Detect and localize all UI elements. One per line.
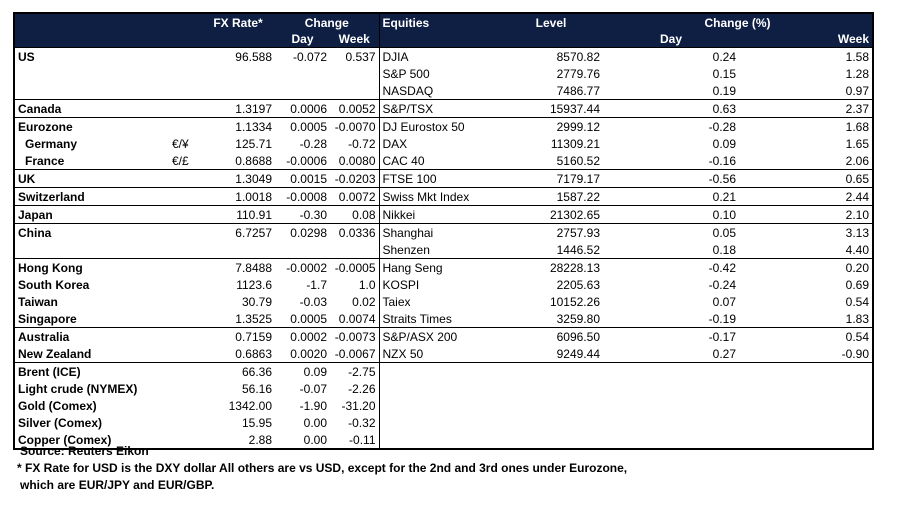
header-row-2	[14, 31, 873, 48]
fx-rate-value	[201, 65, 275, 82]
equity-level: 15937.44	[499, 100, 603, 118]
commodity-day-change: 0.09	[275, 363, 330, 381]
fx-rate-value: 6.7257	[201, 224, 275, 242]
equity-week-change: 3.13	[739, 224, 873, 242]
fx-week-change: -0.0073	[330, 328, 379, 346]
table-row	[14, 310, 873, 328]
equity-week-change: 1.68	[739, 118, 873, 136]
table-row	[14, 328, 873, 346]
country-label	[14, 65, 169, 82]
commodity-name: Light crude (NYMEX)	[18, 381, 138, 396]
fx-week-change: -0.0203	[330, 170, 379, 188]
equity-index-name: S&P/TSX	[379, 100, 499, 118]
equity-day-change: -0.28	[603, 118, 739, 136]
table-row	[14, 345, 873, 363]
equity-week-change: 0.97	[845, 83, 869, 98]
currency-pair-label	[169, 118, 201, 136]
equity-index-name: Taiex	[379, 293, 499, 310]
fx-day-change: 0.0298	[275, 224, 330, 242]
country-label: Hong Kong	[14, 259, 169, 277]
equity-week-change: 1.28	[845, 66, 869, 81]
fx-day-change: -0.0002	[275, 259, 330, 277]
fx-week-change	[330, 82, 379, 100]
table-row	[14, 82, 873, 100]
table-row	[14, 135, 873, 152]
commodity-row	[14, 414, 873, 431]
equity-level: 11309.21	[550, 136, 600, 151]
fx-week-change	[330, 241, 379, 259]
equity-level: 1446.52	[556, 242, 600, 257]
equity-day-change: 0.05	[603, 224, 739, 242]
fx-rate-value: 0.7159	[201, 328, 275, 346]
commodity-week-change: -0.32	[348, 415, 376, 430]
equity-index-name: S&P 500	[379, 65, 499, 82]
equity-week-change: 1.58	[739, 48, 873, 66]
country-label: Eurozone	[14, 118, 169, 136]
change-header: Change	[275, 13, 379, 31]
currency-pair-label: €/£	[172, 153, 189, 168]
equity-week-change: 0.54	[739, 328, 873, 346]
equity-week-change: 0.54	[845, 294, 869, 309]
equity-index-name: NZX 50	[379, 345, 499, 363]
commodity-week-change: -2.75	[330, 363, 379, 381]
table-row	[14, 118, 873, 136]
commodity-price: 56.16	[241, 381, 272, 396]
fx-day-change: -1.7	[306, 277, 327, 292]
equity-week-change: 2.44	[739, 188, 873, 206]
fx-rate-value: 1123.6	[236, 277, 272, 292]
fx-day-change: -0.28	[299, 136, 327, 151]
equity-week-change: 4.40	[845, 242, 869, 257]
currency-pair-label	[169, 206, 201, 224]
commodity-name: Gold (Comex)	[18, 398, 97, 413]
table-row	[14, 293, 873, 310]
fx-rate-value	[201, 241, 275, 259]
equity-level: 2205.63	[556, 277, 600, 292]
country-label	[14, 241, 169, 259]
commodity-week-change: -2.26	[348, 381, 376, 396]
equity-day-change: -0.17	[603, 328, 739, 346]
equity-week-change: 2.10	[739, 206, 873, 224]
equity-week-change: 2.37	[739, 100, 873, 118]
country-label	[14, 82, 169, 100]
fx-rate-value: 0.8688	[235, 153, 272, 168]
table-row	[14, 241, 873, 259]
currency-pair-label	[169, 170, 201, 188]
equity-day-change: -0.19	[708, 311, 736, 326]
fx-day-change	[275, 241, 330, 259]
commodity-name: Copper (Comex)	[18, 432, 112, 447]
fx-week-change: 0.08	[330, 206, 379, 224]
country-label: France	[25, 153, 65, 168]
fx-day-change	[275, 65, 330, 82]
commodity-day-change: -0.07	[299, 381, 327, 396]
equity-level: 28228.13	[499, 259, 603, 277]
equity-week-change: 1.65	[845, 136, 869, 151]
currency-pair-label	[169, 82, 201, 100]
fx-week-change: 0.0052	[330, 100, 379, 118]
equity-week-change: -0.90	[841, 346, 869, 361]
equity-day-change: 0.09	[712, 136, 736, 151]
footnote-line-2: which are EUR/JPY and EUR/GBP.	[20, 478, 215, 492]
equity-index-name: DJ Eurostox 50	[379, 118, 499, 136]
equity-level: 8570.82	[499, 48, 603, 66]
fx-day-change: -0.30	[275, 206, 330, 224]
equity-index-name: Nikkei	[379, 206, 499, 224]
equity-level: 21302.65	[499, 206, 603, 224]
equity-week-change: 0.20	[739, 259, 873, 277]
equity-index-name: Swiss Mkt Index	[379, 188, 499, 206]
fx-week-change: -0.0070	[330, 118, 379, 136]
fx-week-change: 1.0	[358, 277, 376, 292]
fx-rate-header: FX Rate*	[201, 13, 275, 31]
commodity-day-change: -1.90	[299, 398, 327, 413]
eq-week-header: Week	[739, 31, 873, 48]
equity-day-change: 0.18	[712, 242, 736, 257]
fx-day-change: -0.0006	[286, 153, 327, 168]
equity-day-change: -0.56	[603, 170, 739, 188]
table-row	[14, 224, 873, 242]
footnote-line-1: * FX Rate for USD is the DXY dollar All others are vs USD, except for the 2nd and 3rd ones under Eurozone,	[17, 461, 628, 475]
country-label: Australia	[14, 328, 169, 346]
fx-day-change: -0.072	[275, 48, 330, 66]
table-row	[14, 152, 873, 170]
commodity-name: Brent (ICE)	[14, 363, 201, 381]
commodity-name: Silver (Comex)	[18, 415, 103, 430]
commodity-day-change: 0.00	[303, 432, 327, 447]
equity-index-name: Shanghai	[379, 224, 499, 242]
equity-index-name: NASDAQ	[379, 82, 499, 100]
header-row-1	[14, 13, 873, 31]
fx-day-header: Day	[275, 31, 330, 48]
fx-rate-value: 110.91	[201, 206, 275, 224]
currency-pair-label	[169, 224, 201, 242]
commodity-price: 66.36	[201, 363, 275, 381]
fx-week-change: -0.0005	[330, 259, 379, 277]
equity-day-change: -0.16	[708, 153, 736, 168]
fx-week-change: 0.02	[352, 294, 376, 309]
fx-day-change: 0.0006	[275, 100, 330, 118]
commodity-row	[14, 380, 873, 397]
equity-day-change: 0.27	[712, 346, 736, 361]
commodity-day-change: 0.00	[303, 415, 327, 430]
fx-day-change: 0.0005	[290, 311, 327, 326]
equity-index-name: DJIA	[379, 48, 499, 66]
equity-level: 2757.93	[499, 224, 603, 242]
currency-pair-label	[169, 345, 201, 363]
table-row	[14, 259, 873, 277]
equity-day-change: 0.21	[603, 188, 739, 206]
country-label: Switzerland	[14, 188, 169, 206]
currency-pair-label	[169, 328, 201, 346]
equity-level: 9249.44	[556, 346, 600, 361]
equity-day-change: 0.10	[603, 206, 739, 224]
fx-week-change: 0.0074	[338, 311, 376, 326]
commodity-week-change: -0.11	[349, 432, 376, 447]
equity-week-change: 1.83	[845, 311, 869, 326]
fx-day-change: -0.03	[299, 294, 327, 309]
fx-week-change: 0.0080	[338, 153, 376, 168]
fx-rate-value: 1.3525	[235, 311, 272, 326]
equity-week-change: 0.65	[739, 170, 873, 188]
commodity-price: 2.88	[248, 432, 272, 447]
equity-level: 1587.22	[499, 188, 603, 206]
fx-rate-value: 0.6863	[235, 346, 272, 361]
fx-day-change: 0.0020	[290, 346, 327, 361]
country-label: Japan	[14, 206, 169, 224]
equity-level: 3259.80	[556, 311, 600, 326]
equity-index-name: FTSE 100	[379, 170, 499, 188]
commodity-price: 15.95	[241, 415, 272, 430]
country-label: South Korea	[18, 277, 90, 292]
equity-day-change: 0.24	[603, 48, 739, 66]
equity-index-name: DAX	[379, 135, 499, 152]
currency-pair-label	[169, 259, 201, 277]
fx-day-change: 0.0015	[275, 170, 330, 188]
change-pct-header: Change (%)	[603, 13, 873, 31]
currency-pair-label	[169, 241, 201, 259]
currency-pair-label	[169, 293, 201, 310]
equity-index-name: Shenzen	[379, 241, 499, 259]
commodity-row	[14, 397, 873, 414]
equity-level: 5160.52	[556, 153, 600, 168]
equities-header: Equities	[379, 13, 499, 31]
equity-level: 2779.76	[556, 66, 600, 81]
country-label: UK	[14, 170, 169, 188]
table-row	[14, 206, 873, 224]
currency-pair-label	[169, 100, 201, 118]
equity-level: 7486.77	[556, 83, 600, 98]
equity-week-change: 0.69	[845, 277, 869, 292]
currency-pair-label	[169, 188, 201, 206]
currency-pair-label	[169, 65, 201, 82]
equity-day-change: 0.63	[603, 100, 739, 118]
commodity-price: 1342.00	[228, 398, 272, 413]
currency-pair-label	[169, 310, 201, 328]
fx-rate-value: 1.0018	[201, 188, 275, 206]
fx-day-change	[275, 82, 330, 100]
equity-index-name: Straits Times	[379, 310, 499, 328]
equity-week-change: 2.06	[845, 153, 869, 168]
equity-index-name: Hang Seng	[379, 259, 499, 277]
fx-day-change: -0.0008	[275, 188, 330, 206]
fx-rate-value: 96.588	[201, 48, 275, 66]
fx-day-change: 0.0005	[275, 118, 330, 136]
equity-level: 6096.50	[499, 328, 603, 346]
equity-index-name: KOSPI	[379, 276, 499, 293]
country-label: New Zealand	[18, 346, 92, 361]
fx-week-change: 0.0072	[330, 188, 379, 206]
country-label: Singapore	[18, 311, 77, 326]
equity-level: 2999.12	[499, 118, 603, 136]
table-row	[14, 276, 873, 293]
equity-index-name: S&P/ASX 200	[379, 328, 499, 346]
market-data-table	[13, 12, 874, 450]
equity-day-change: -0.42	[603, 259, 739, 277]
fx-rate-value	[201, 82, 275, 100]
fx-rate-value: 1.3197	[201, 100, 275, 118]
equity-level: 7179.17	[499, 170, 603, 188]
table-row	[14, 170, 873, 188]
fx-week-header: Week	[330, 31, 379, 48]
table-row	[14, 188, 873, 206]
equity-day-change: -0.24	[708, 277, 736, 292]
fx-rate-value: 1.3049	[201, 170, 275, 188]
fx-week-change	[330, 65, 379, 82]
currency-pair-label: €/¥	[172, 136, 189, 151]
country-label: US	[14, 48, 169, 66]
currency-pair-label	[169, 48, 201, 66]
table-row	[14, 65, 873, 82]
source-note: Source: Reuters Eikon	[20, 444, 149, 458]
equity-level: 10152.26	[549, 294, 600, 309]
country-label: Germany	[25, 136, 78, 151]
equity-day-change: 0.19	[712, 83, 736, 98]
fx-rate-value: 30.79	[241, 294, 272, 309]
currency-pair-label	[169, 276, 201, 293]
eq-day-header: Day	[603, 31, 739, 48]
commodity-week-change: -31.20	[341, 398, 376, 413]
equity-day-change: 0.15	[712, 66, 736, 81]
level-header: Level	[499, 13, 603, 31]
fx-week-change: -0.0067	[334, 346, 376, 361]
table-row	[14, 48, 873, 66]
equity-day-change: 0.07	[712, 294, 736, 309]
country-label: China	[14, 224, 169, 242]
country-label: Taiwan	[18, 294, 58, 309]
market-table-container	[13, 12, 874, 450]
table-row	[14, 100, 873, 118]
fx-rate-value: 125.71	[235, 136, 272, 151]
fx-rate-value: 1.1334	[201, 118, 275, 136]
equity-index-name: CAC 40	[379, 152, 499, 170]
fx-day-change: 0.0002	[275, 328, 330, 346]
fx-week-change: 0.0336	[330, 224, 379, 242]
country-label: Canada	[14, 100, 169, 118]
commodity-row	[14, 363, 873, 381]
fx-week-change: -0.72	[348, 136, 376, 151]
fx-rate-value: 7.8488	[201, 259, 275, 277]
fx-week-change: 0.537	[330, 48, 379, 66]
